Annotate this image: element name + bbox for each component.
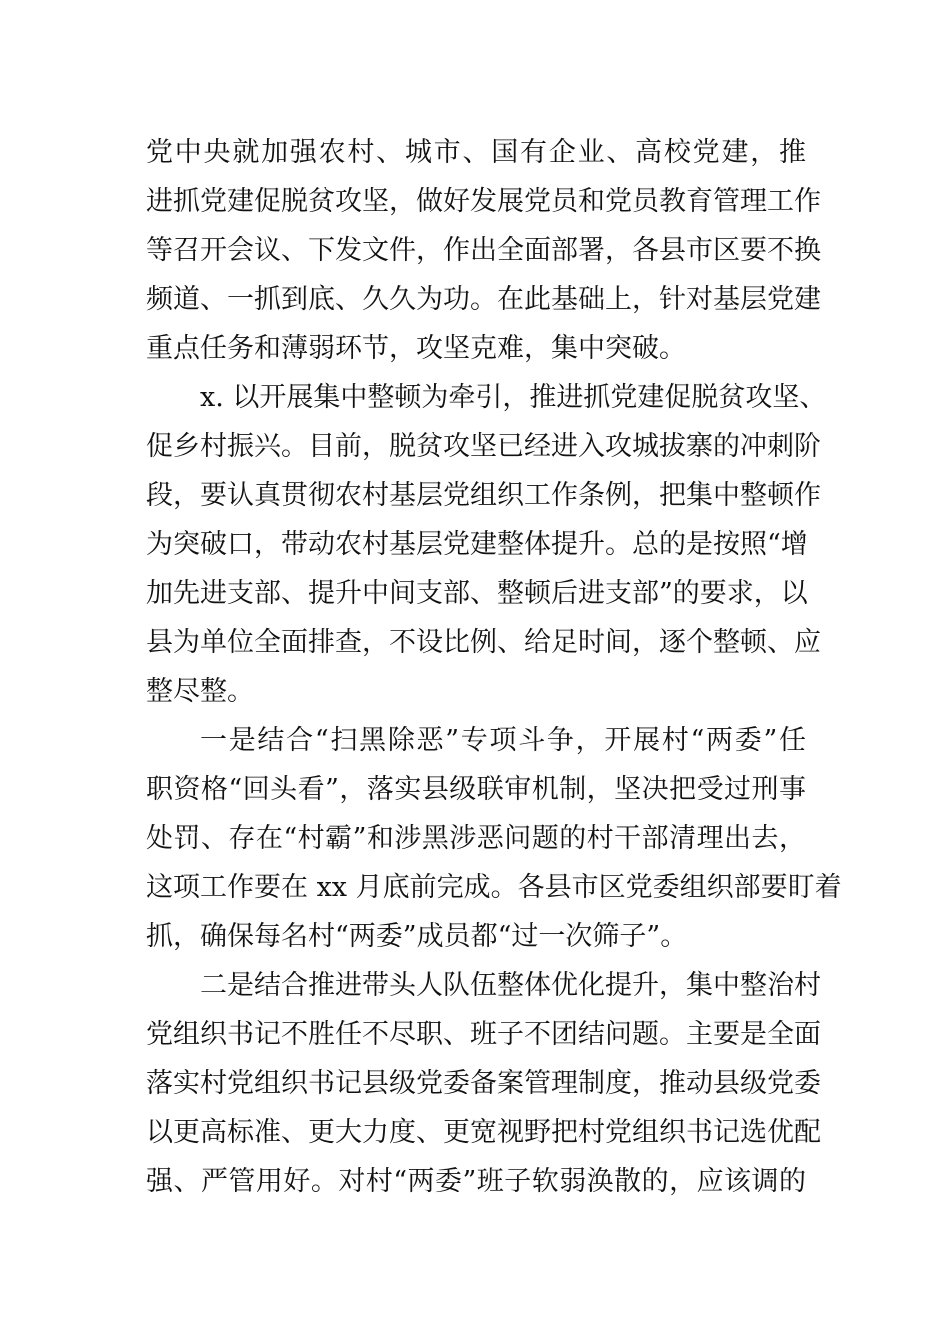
text-line: 县为单位全面排查，不设比例、给足时间，逐个整顿、应 (146, 627, 821, 658)
text-line: 这项工作要在 xx 月底前完成。各县市区党委组织部要盯着 (146, 872, 842, 903)
text-line: 党中央就加强农村、城市、国有企业、高校党建，推 (146, 137, 806, 168)
text-line: 落实村党组织书记县级党委备案管理制度，推动县级党委 (146, 1068, 821, 1099)
text-line: 等召开会议、下发文件，作出全面部署，各县市区要不换 (146, 235, 821, 266)
text-line: 进抓党建促脱贫攻坚，做好发展党员和党员教育管理工作 (146, 186, 821, 217)
text-line: 重点任务和薄弱环节，攻坚克难，集中突破。 (146, 333, 686, 364)
paragraph-consolidation (146, 373, 827, 716)
text-line: 频道、一抓到底、久久为功。在此基础上，针对基层党建 (146, 284, 821, 315)
document-body (146, 128, 842, 1206)
text-line: 以更高标准、更大力度、更宽视野把村党组织书记选优配 (146, 1117, 821, 1148)
text-line: 二是结合推进带头人队伍整体优化提升，集中整治村 (200, 970, 821, 1001)
text-line: 处罚、存在“村霸”和涉黑涉恶问题的村干部清理出去， (146, 823, 806, 854)
text-line: 党组织书记不胜任不尽职、班子不团结问题。主要是全面 (146, 1019, 821, 1050)
text-line: 促乡村振兴。目前，脱贫攻坚已经进入攻城拔寨的冲刺阶 (146, 431, 821, 462)
paragraph-point-two (146, 961, 821, 1206)
paragraph-point-one (146, 716, 842, 961)
text-line: 为突破口，带动农村基层党建整体提升。总的是按照“增 (146, 529, 808, 560)
paragraph-intro (146, 128, 821, 373)
text-line: 职资格“回头看”，落实县级联审机制，坚决把受过刑事 (146, 774, 806, 805)
text-line: 整尽整。 (146, 676, 254, 707)
text-line: x. 以开展集中整顿为牵引，推进抓党建促脱贫攻坚、 (200, 382, 827, 413)
text-line: 强、严管用好。对村“两委”班子软弱涣散的，应该调的 (146, 1166, 806, 1197)
text-line: 抓，确保每名村“两委”成员都“过一次筛子”。 (146, 921, 688, 952)
text-line: 段，要认真贯彻农村基层党组织工作条例，把集中整顿作 (146, 480, 821, 511)
text-line: 加先进支部、提升中间支部、整顿后进支部”的要求，以 (146, 578, 808, 609)
text-line: 一是结合“扫黑除恶”专项斗争，开展村“两委”任 (200, 725, 806, 756)
